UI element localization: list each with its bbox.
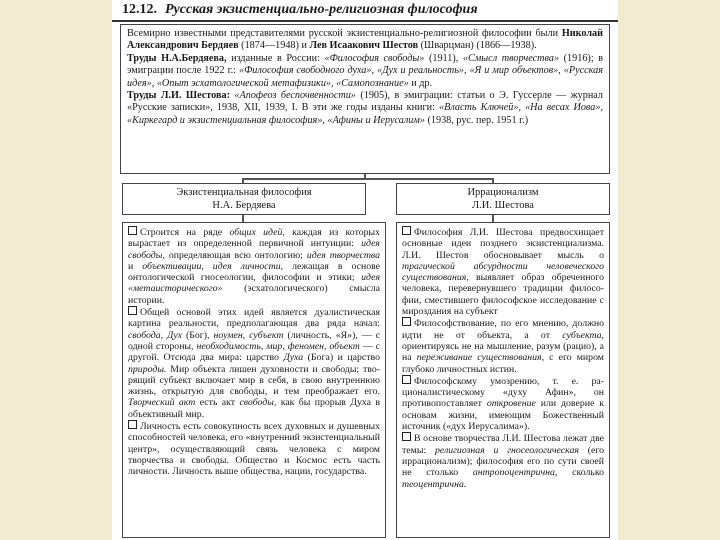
left-paragraph: Общей основой этих идей является дуалистическая картина реальности, предполагающая два ряда начал: свобода, Дух (Бог), ноумен, субъект (личность, «Я»), — с одной стороны, необходимость, мир, феномен, объект — с другой. Отсюда два мира: царство Духа (Бога) и царство природы. Мир объекта лишен духовности и свободы; творящий субъект включает мир в себя, в свою внутреннюю жизнь, открытую для свободы, и тем преображает его. Творческий акт есть акт свободы, как бы прорыв Духа в объективный мир.: [128, 307, 381, 420]
intro-text: (Шварцман) (1866—1938).: [420, 40, 537, 52]
right-paragraph: В основе творчества Л.И. Шестова лежат две темы: религиозная и гносеологическая (его иррационализм); философия его по сути своей не столько антропоцентрична, сколько теоцентрична.: [402, 433, 605, 490]
berdyaev-works-label: Труды Н.А.Бердяева,: [127, 52, 227, 64]
work-title: «Смысл творчества»: [462, 52, 560, 64]
checkbox-bullet-icon: [128, 420, 137, 429]
right-title-line: Иррационализм: [467, 187, 539, 198]
intro-text: Всемирно известными представителями русской экзистенциально-религиозной философии были: [127, 28, 559, 39]
intro-text: изданные в России:: [231, 52, 320, 64]
intro-text: и др.: [411, 77, 433, 89]
document-page: [112, 0, 618, 540]
checkbox-bullet-icon: [128, 226, 137, 235]
left-title-line: Экзистенциальная философия: [176, 187, 312, 198]
shestov-works-label: Труды Л.И. Шестова:: [127, 90, 230, 102]
connector-line: [242, 178, 492, 180]
intro-text: ,: [371, 65, 375, 77]
intro-text: (1938, рус. пер. 1951 г.): [427, 114, 529, 126]
work-title: «Апофеоз беспочвенности»: [234, 90, 356, 102]
checkbox-bullet-icon: [128, 306, 137, 315]
intro-text: (1905), в эмиграции: статьи о Э. Гуссерле — журнал «Русские записки», 1938, XII, 1939, I. В эти же годы изданы книги:: [127, 90, 603, 114]
right-column-title: [396, 183, 610, 215]
checkbox-bullet-icon: [402, 375, 411, 384]
berdyaev-name: Николай Александрович Бердяев: [127, 28, 603, 52]
right-paragraph: Философия Л.И. Шестова предвосхищает основные идеи позднего экзистенциализма. Л.И. Шестов обосновывает мысль о трагической абсурдности человеческого существования, выявляет образ обреченного человека, перевернувшего традиции философии, сместившего философское исследование с мироздания на субъект: [402, 227, 605, 318]
shestov-name: Лев Исаакович Шестов: [309, 40, 419, 52]
checkbox-bullet-icon: [402, 317, 411, 326]
section-header: [112, 0, 618, 22]
work-title: «Философия свободного духа»: [238, 65, 372, 77]
intro-text: (1874—1948) и: [241, 40, 307, 52]
right-paragraph: Философскому умозрению, т. е. рационалистическому «духу Афин», он противопоставляет откровение или доверие к основам жизни, имеющим Божественный источник («дух Иерусалима»).: [402, 375, 605, 433]
checkbox-bullet-icon: [402, 432, 411, 441]
intro-text: (1916); в эмиграции после 1922 г.:: [127, 52, 604, 77]
work-title: «Власть Ключей», «На весах Иова», «Киркегард и экзистенциальная философия», «Афины и Иерусалим»: [127, 102, 604, 126]
left-title-line: Н.А. Бердяева: [212, 200, 276, 211]
work-title: «Дух и реальность», «Я и мир объектов», «Русская идея», «Опыт эсхатологической метафизики», «Самопознание»: [127, 65, 603, 89]
intro-text: (1911),: [428, 52, 459, 64]
left-paragraph: Строится на ряде общих идей, каждая из которых вырастает из определенной первичной интуиции: идея свободы, определяющая всю онтологию; идея творчества и объективации, идея личности, лежащая в основе онтологической гносеологии, философии и этики; идея «метаисторического» (эсхатологического) смысла истории.: [128, 227, 381, 306]
left-paragraph: Личность есть совокупность всех духовных и душевных способностей человека, его «внутренний экзистенциальный центр», осуществляющий связь человека с миром творчества и свободы. Общество и Космос есть часть личности. Личность выше общества, нации, государства.: [128, 421, 380, 478]
section-number: 12.12.: [122, 2, 157, 17]
checkbox-bullet-icon: [402, 226, 411, 235]
work-title: «Философия свободы»: [324, 52, 425, 64]
right-column-body: [396, 222, 610, 538]
left-column-title: [122, 183, 366, 215]
section-title: Русская экзистенциально-религиозная философия: [165, 2, 478, 17]
intro-box: [120, 24, 610, 174]
left-column-body: [122, 222, 386, 538]
right-paragraph: Философствование, по его мнению, должно идти не от объекта, а от субъекта, ориентируясь не на мышление, разум (рацио), а на переживание существования, с его миром глубоко личностных истин.: [402, 318, 604, 375]
right-title-line: Л.И. Шестова: [472, 200, 534, 211]
